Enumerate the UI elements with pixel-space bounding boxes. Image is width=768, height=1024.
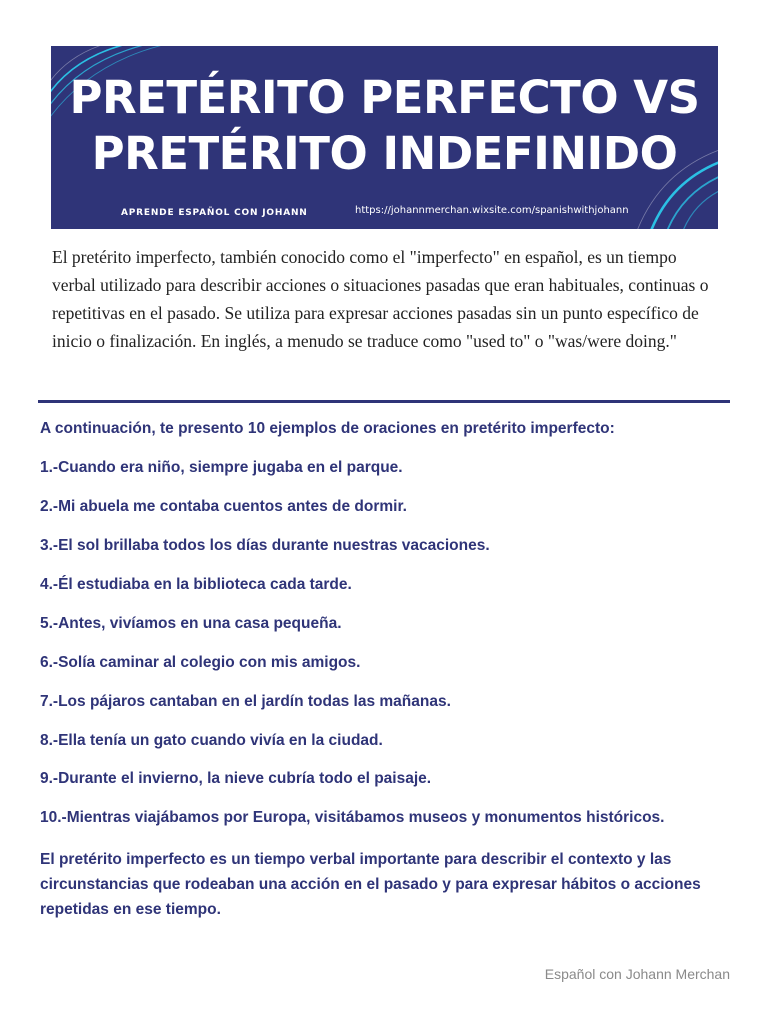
example-item-1: 1.-Cuando era niño, siempre jugaba en el parque. xyxy=(40,459,403,476)
section-divider xyxy=(38,400,730,403)
header-banner xyxy=(51,46,718,229)
example-item-10: 10.-Mientras viajábamos por Europa, visitábamos museos y monumentos históricos. xyxy=(40,809,665,826)
example-item-5: 5.-Antes, vivíamos en una casa pequeña. xyxy=(40,615,342,632)
banner-url: https://johannmerchan.wixsite.com/spanishwithjohann xyxy=(355,205,629,216)
banner-subtitle: APRENDE ESPAÑOL CON JOHANN xyxy=(121,208,308,218)
example-item-9: 9.-Durante el invierno, la nieve cubría todo el paisaje. xyxy=(40,770,432,787)
example-item-4: 4.-Él estudiaba en la biblioteca cada tarde. xyxy=(40,576,352,593)
example-item-6: 6.-Solía caminar al colegio con mis amigos. xyxy=(40,654,361,671)
example-item-8: 8.-Ella tenía un gato cuando vivía en la ciudad. xyxy=(40,732,383,749)
examples-lead: A continuación, te presento 10 ejemplos de oraciones en pretérito imperfecto: xyxy=(40,420,615,437)
example-item-3: 3.-El sol brillaba todos los días durante nuestras vacaciones. xyxy=(40,537,490,554)
banner-title-line-2: PRETÉRITO INDEFINIDO xyxy=(91,127,678,180)
closing-paragraph: El pretérito imperfecto es un tiempo verbal importante para describir el contexto y las circunstancias que rodeaban una acción en el pasado y para expresar hábitos o acciones repetidas en ese tiempo. xyxy=(40,851,701,918)
intro-paragraph: El pretérito imperfecto, también conocido como el "imperfecto" en español, es un tiempo verbal utilizado para describir acciones o situaciones pasadas que eran habituales, continuas o repetitivas en el pasado. Se utiliza para expresar acciones pasadas sin un punto específico de inicio o finalización. En inglés, a menudo se traduce como "used to" o "was/were doing." xyxy=(52,247,709,351)
banner-title xyxy=(51,70,718,182)
example-item-2: 2.-Mi abuela me contaba cuentos antes de dormir. xyxy=(40,498,407,515)
footer-credit: Español con Johann Merchan xyxy=(544,966,730,982)
example-item-7: 7.-Los pájaros cantaban en el jardín todas las mañanas. xyxy=(40,693,451,710)
banner-title-line-1: PRETÉRITO PERFECTO VS xyxy=(69,71,700,124)
